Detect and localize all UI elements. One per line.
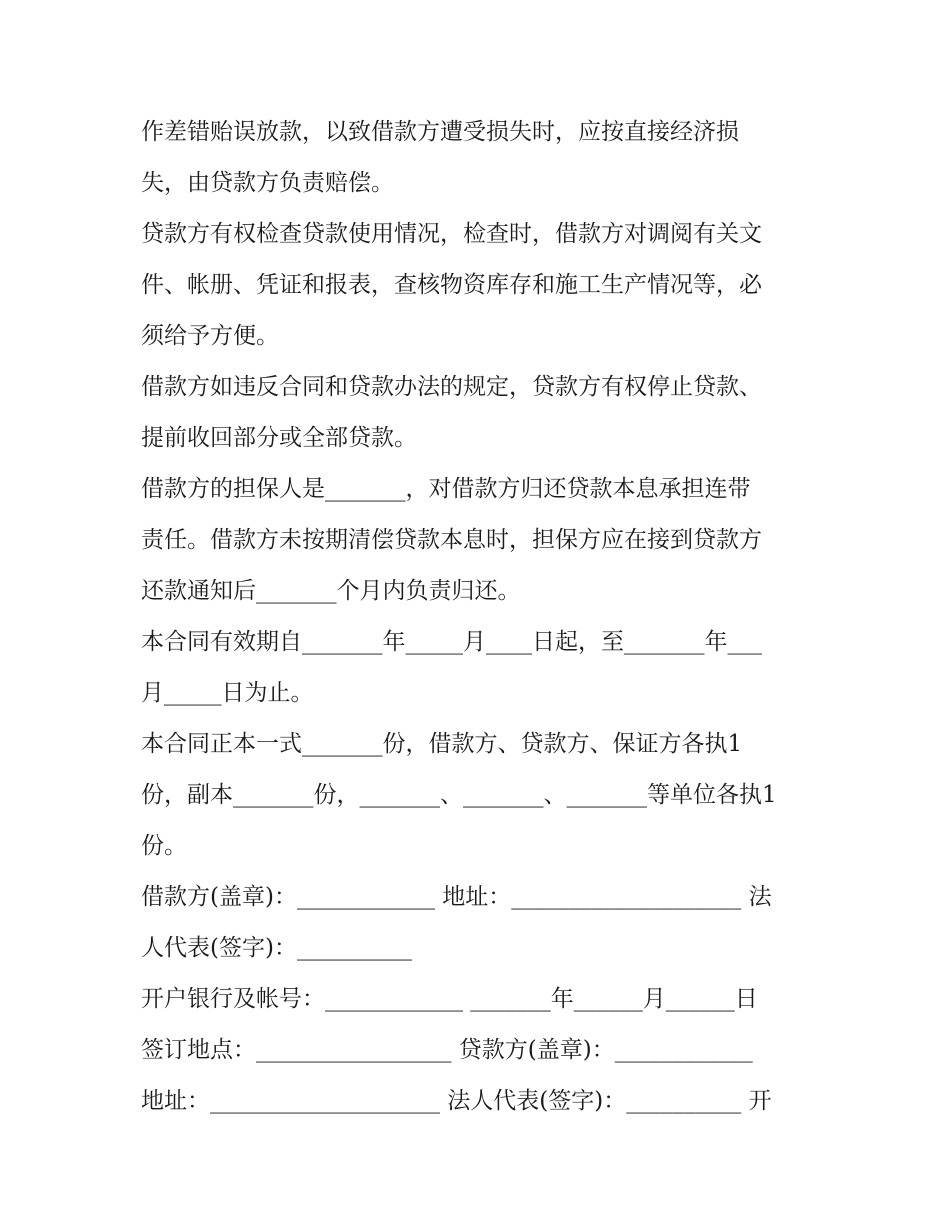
text-line-2: 失，由贷款方负责赔偿。	[141, 170, 394, 196]
text-line-10: 还款通知后_______个月内负责归还。	[141, 578, 521, 604]
contract-body	[141, 107, 821, 1127]
text-line-13: 本合同正本一式_______份，借款方、贷款方、保证方各执1	[141, 731, 743, 757]
text-line-16: 借款方(盖章)：____________ 地址：____________________ 法	[141, 884, 772, 910]
text-line-8: 借款方的担保人是_______，对借款方归还贷款本息承担连带	[141, 476, 751, 502]
text-line-3: 贷款方有权检查贷款使用情况，检查时，借款方对调阅有关文	[141, 221, 762, 247]
text-line-4: 件、帐册、凭证和报表，查核物资库存和施工生产情况等，必	[141, 272, 762, 298]
text-line-6: 借款方如违反合同和贷款办法的规定，贷款方有权停止贷款、	[141, 374, 762, 400]
text-line-7: 提前收回部分或全部贷款。	[141, 425, 417, 451]
text-line-5: 须给予方便。	[141, 323, 279, 349]
text-line-20: 地址：____________________ 法人代表(签字)：__________ 开	[141, 1088, 772, 1114]
text-line-18: 开户银行及帐号：____________ _______年______月______日	[141, 986, 758, 1012]
text-line-15: 份。	[141, 833, 187, 859]
text-line-14: 份，副本_______份，_______、_______、_______等单位各执1	[141, 782, 777, 808]
text-line-9: 责任。借款方未按期清偿贷款本息时，担保方应在接到贷款方	[141, 527, 762, 553]
text-line-1: 作差错贻误放款，以致借款方遭受损失时，应按直接经济损	[141, 119, 739, 145]
text-line-12: 月_____日为止。	[141, 680, 314, 706]
text-line-19: 签订地点：_________________ 贷款方(盖章)：____________	[141, 1037, 753, 1063]
text-line-17: 人代表(签字)：__________	[141, 935, 412, 961]
text-line-11: 本合同有效期自_______年_____月____日起，至_______年___	[141, 629, 762, 655]
